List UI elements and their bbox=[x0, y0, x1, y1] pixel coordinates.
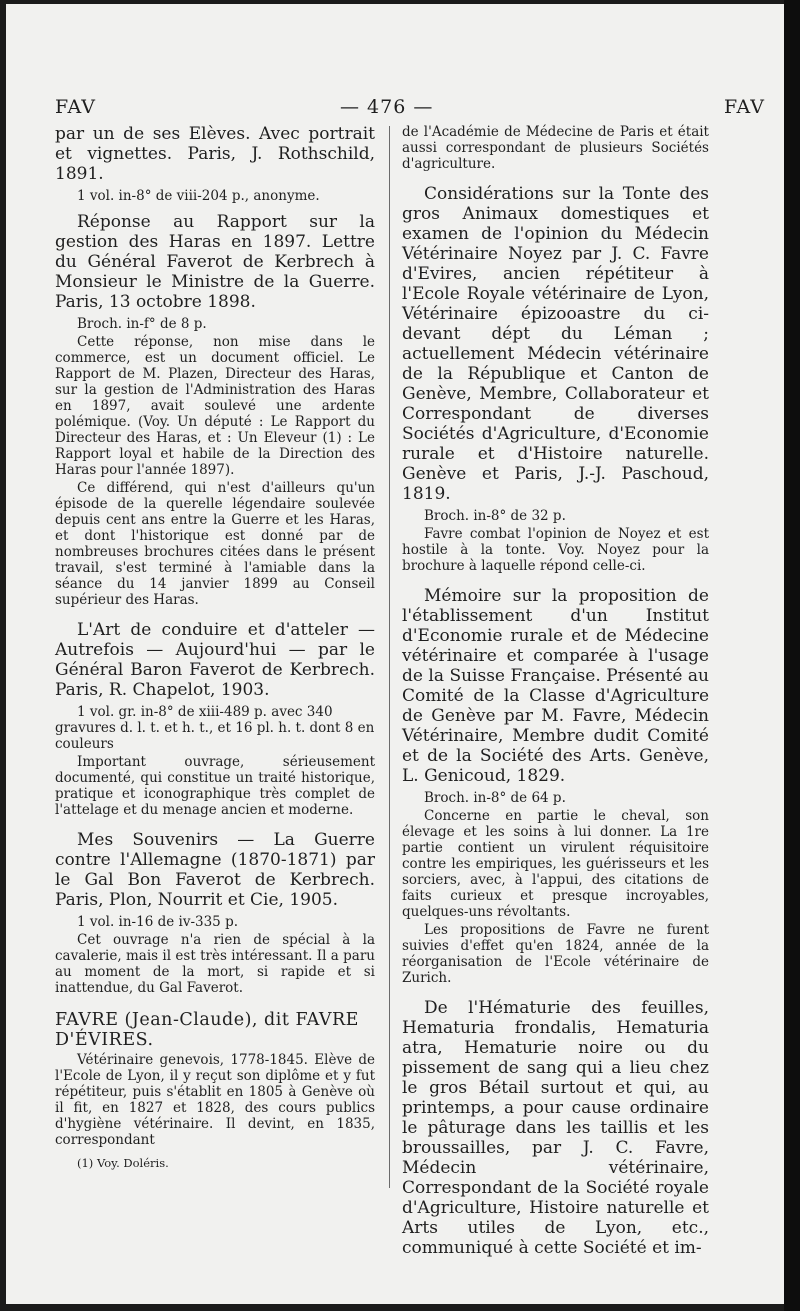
entry-note: Cet ouvrage n'a rien de spécial à la cavalerie, mais il est très intéressant. Il a paru au moment de la mort, si rapide et si inattendue, du Gal Faverot. bbox=[55, 932, 375, 996]
entry-title: par un de ses Elèves. Avec portrait et vignettes. Paris, J. Rothschild, 1891. bbox=[55, 124, 375, 184]
entry-note: Concerne en partie le cheval, son élevage et les soins à lui donner. La 1re partie contient un virulent réquisitoire contre les empiriques, les guérisseurs et les sorciers, avec, à l'appui, des citations de faits curieux et presque incroyables, quelques-uns révoltants. bbox=[402, 808, 709, 920]
author-bio-continued: de l'Académie de Médecine de Paris et était aussi correspondant de plusieurs Sociétés d'agriculture. bbox=[402, 124, 709, 172]
running-header bbox=[55, 96, 765, 126]
entry-note: Cette réponse, non mise dans le commerce, est un document officiel. Le Rapport de M. Plazen, Directeur des Haras, sur la gestion de l'Administration des Haras en 1897, avait soulevé une ardente polémique. (Voy. Un député : Le Rapport du Directeur des Haras, et : Un Eleveur (1) : Le Rapport loyal et habile de la Direction des Haras pour l'année 1897). bbox=[55, 334, 375, 478]
entry-title: L'Art de conduire et d'atteler — Autrefois — Aujourd'hui — par le Général Baron Faverot de Kerbrech. Paris, R. Chapelot, 1903. bbox=[55, 620, 375, 700]
entry-meta: 1 vol. in-8° de viii-204 p., anonyme. bbox=[77, 188, 320, 204]
entry-note: Ce différend, qui n'est d'ailleurs qu'un épisode de la querelle légendaire soulevée depuis cent ans entre la Guerre et les Haras, et dont l'historique est donné par de nombreuses brochures citées dans le présent travail, s'est terminé à l'amiable dans la séance du 14 janvier 1899 au Conseil supérieur des Haras. bbox=[55, 480, 375, 608]
entry-meta: Broch. in-8° de 32 p. bbox=[424, 508, 566, 524]
entry-title: Mes Souvenirs — La Guerre contre l'Allemagne (1870-1871) par le Gal Bon Faverot de Kerbrech. Paris, Plon, Nourrit et Cie, 1905. bbox=[55, 830, 375, 910]
entry-title: Considérations sur la Tonte des gros Animaux domestiques et examen de l'opinion du Médecin Vétérinaire Noyez par J. C. Favre d'Evires, ancien répétiteur à l'Ecole Royale vétérinaire de Lyon, Vétérinaire épizooastre du ci-devant dépt du Léman ; actuellement Médecin vétérinaire de la République et Canton de Genève, Membre, Collaborateur et Correspondant de diverses Sociétés d'Agriculture, d'Economie rurale et d'Histoire naturelle. Genève et Paris, J.-J. Paschoud, 1819. bbox=[402, 184, 709, 504]
page-number: — 476 — bbox=[340, 96, 434, 118]
entry-title: Réponse au Rapport sur la gestion des Haras en 1897. Lettre du Général Faverot de Kerbrech à Monsieur le Ministre de la Guerre. Paris, 13 octobre 1898. bbox=[55, 212, 375, 312]
entry-meta: 1 vol. in-16 de iv-335 p. bbox=[77, 914, 238, 930]
left-column bbox=[55, 124, 375, 1182]
entry-note: Important ouvrage, sérieusement documenté, qui constitue un traité historique, pratique et iconographique très complet de l'attelage et du menage ancien et moderne. bbox=[55, 754, 375, 818]
author-heading: FAVRE (Jean-Claude), dit FAVRE D'ÉVIRES. bbox=[55, 1010, 359, 1050]
column-divider bbox=[389, 126, 390, 1188]
author-bio: Vétérinaire genevois, 1778-1845. Elève de l'Ecole de Lyon, il y reçut son diplôme et y fut répétiteur, puis s'établit en 1805 à Genève où il fit, en 1827 et 1828, des cours publics d'hygiène vétérinaire. Il devint, en 1835, correspondant bbox=[55, 1052, 375, 1148]
header-right: FAV bbox=[723, 96, 765, 118]
right-column bbox=[402, 124, 709, 1262]
entry-note: Les propositions de Favre ne furent suivies d'effet qu'en 1824, année de la réorganisation de l'Ecole vétérinaire de Zurich. bbox=[402, 922, 709, 986]
entry-meta: Broch. in-f° de 8 p. bbox=[77, 316, 207, 332]
entry-title: Mémoire sur la proposition de l'établissement d'un Institut d'Economie rurale et de Médecine vétérinaire et comparée à l'usage de la Suisse Française. Présenté au Comité de la Classe d'Agriculture de Genève par M. Favre, Médecin Vétérinaire, Membre dudit Comité et de la Société des Arts. Genève, L. Genicoud, 1829. bbox=[402, 586, 709, 786]
header-left: FAV bbox=[55, 96, 97, 118]
entry-note: Favre combat l'opinion de Noyez et est hostile à la tonte. Voy. Noyez pour la brochure à laquelle répond celle-ci. bbox=[402, 526, 709, 574]
footnote: (1) Voy. Doléris. bbox=[77, 1156, 169, 1170]
entry-meta: 1 vol. gr. in-8° de xiii-489 p. avec 340 gravures d. l. t. et h. t., et 16 pl. h. t. dont 8 en couleurs bbox=[55, 704, 375, 752]
scan-edge-shadow bbox=[784, 0, 800, 1311]
entry-meta: Broch. in-8° de 64 p. bbox=[424, 790, 566, 806]
entry-title: De l'Hématurie des feuilles, Hematuria frondalis, Hematuria atra, Hematurie noire ou du pissement de sang qui a lieu chez le gros Bétail surtout et qui, au printemps, a pour cause ordinaire le pâturage dans les taillis et les broussailles, par J. C. Favre, Médecin vétérinaire, Correspondant de la Société royale d'Agriculture, Histoire naturelle et Arts utiles de Lyon, etc., communiqué à cette Société et im- bbox=[402, 998, 709, 1258]
